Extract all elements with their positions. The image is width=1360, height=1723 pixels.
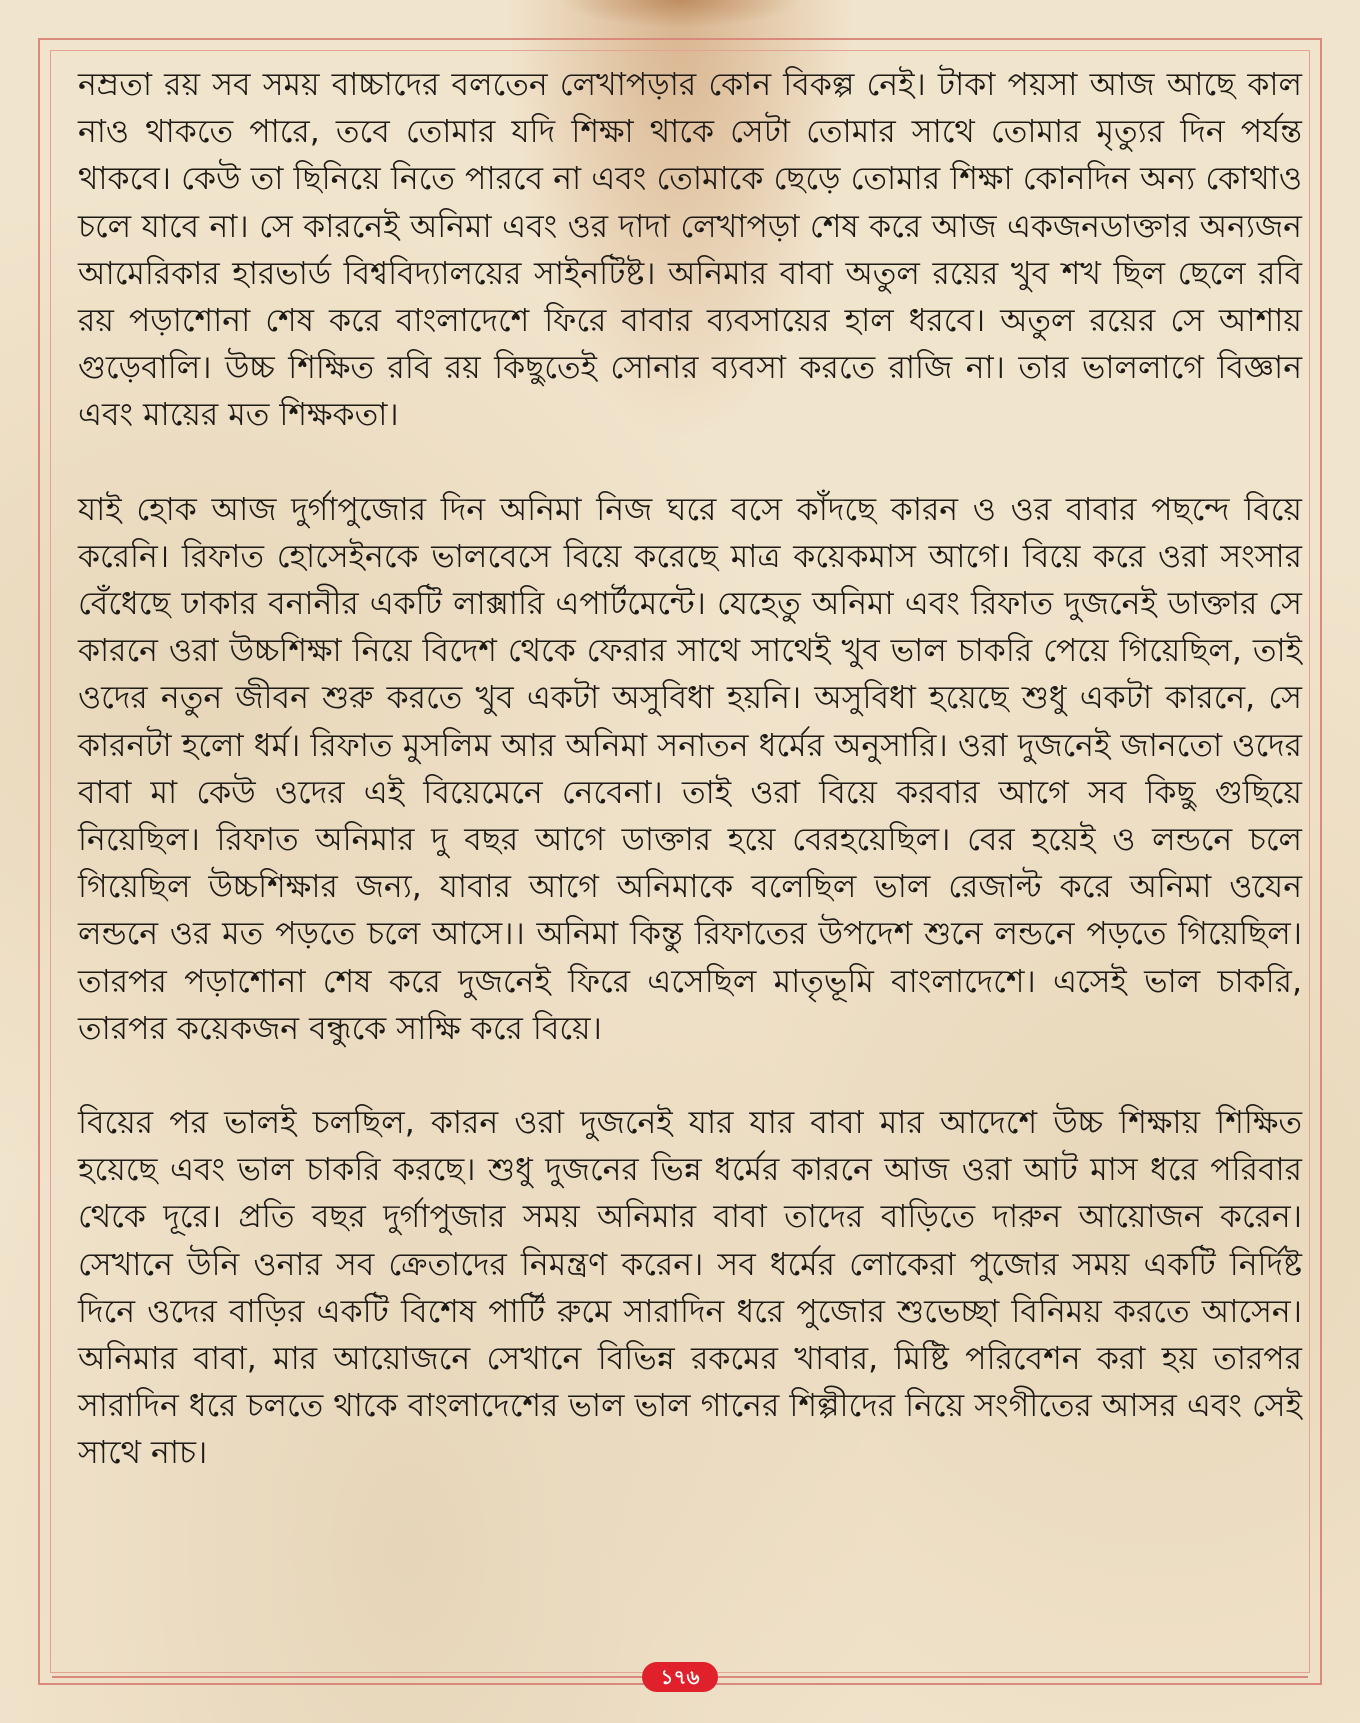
- paragraph-2: যাই হোক আজ দুর্গাপুজোর দিন অনিমা নিজ ঘরে বসে কাঁদছে কারন ও ওর বাবার পছন্দে বিয়ে করেনি। রিফাত হোসেইনকে ভালবেসে বিয়ে করেছে মাত্র কয়েকমাস আগে। বিয়ে করে ওরা সংসার বেঁধেছে ঢাকার বনানীর একটি লাক্সারি এপার্টমেন্টে। যেহেতু অনিমা এবং রিফাত দুজনেই ডাক্তার সে কারনে ওরা উচ্চশিক্ষা নিয়ে বিদেশ থেকে ফেরার সাথে সাথেই খুব ভাল চাকরি পেয়ে গিয়েছিল, তাই ওদের নতুন জীবন শুরু করতে খুব একটা অসুবিধা হয়নি। অসুবিধা হয়েছে শুধু একটা কারনে, সে কারনটা হলো ধর্ম। রিফাত মুসলিম আর অনিমা সনাতন ধর্মের অনুসারি। ওরা দুজনেই জানতো ওদের বাবা মা কেউ ওদের এই বিয়েমেনে নেবেনা। তাই ওরা বিয়ে করবার আগে সব কিছু গুছিয়ে নিয়েছিল। রিফাত অনিমার দু বছর আগে ডাক্তার হয়ে বেরহয়েছিল। বের হয়েই ও লন্ডনে চলে গিয়েছিল উচ্চশিক্ষার জন্য, যাবার আগে অনিমাকে বলেছিল ভাল রেজাল্ট করে অনিমা ওযেন লন্ডনে ওর মত পড়তে চলে আসে।। অনিমা কিন্তু রিফাতের উপদেশ শুনে লন্ডনে পড়তে গিয়েছিল। তারপর পড়াশোনা শেষ করে দুজনেই ফিরে এসেছিল মাতৃভূমি বাংলাদেশে। এসেই ভাল চাকরি, তারপর কয়েকজন বন্ধুকে সাক্ষি করে বিয়ে।: [78, 491, 1302, 1047]
- paragraph-3: বিয়ের পর ভালই চলছিল, কারন ওরা দুজনেই যার যার বাবা মার আদেশে উচ্চ শিক্ষায় শিক্ষিত হয়েছে এবং ভাল চাকরি করছে। শুধু দুজনের ভিন্ন ধর্মের কারনে আজ ওরা আট মাস ধরে পরিবার থেকে দূরে। প্রতি বছর দুর্গাপুজার সময় অনিমার বাবা তাদের বাড়িতে দারুন আয়োজন করেন। সেখানে উনি ওনার সব ক্রেতাদের নিমন্ত্রণ করেন। সব ধর্মের লোকেরা পুজোর সময় একটি নির্দিষ্ট দিনে ওদের বাড়ির একটি বিশেষ পার্টি রুমে সারাদিন ধরে পুজোর শুভেচ্ছা বিনিময় করতে আসেন। অনিমার বাবা, মার আয়োজনে সেখানে বিভিন্ন রকমের খাবার, মিষ্টি পরিবেশন করা হয় তারপর সারাদিন ধরে চলতে থাকে বাংলাদেশের ভাল ভাল গানের শিল্পীদের নিয়ে সংগীতের আসর এবং সেই সাথে নাচ।: [78, 1105, 1302, 1472]
- top-stain: [560, 0, 800, 28]
- page-body: [78, 62, 1302, 1525]
- paragraph-1: নম্রতা রয় সব সময় বাচ্চাদের বলতেন লেখাপড়ার কোন বিকল্প নেই। টাকা পয়সা আজ আছে কাল নাও থাকতে পারে, তবে তোমার যদি শিক্ষা থাকে সেটা তোমার সাথে তোমার মৃত্যুর দিন পর্যন্ত থাকবে। কেউ তা ছিনিয়ে নিতে পারবে না এবং তোমাকে ছেড়ে তোমার শিক্ষা কোনদিন অন্য কোথাও চলে যাবে না। সে কারনেই অনিমা এবং ওর দাদা লেখাপড়া শেষ করে আজ একজনডাক্তার অন্যজন আমেরিকার হারভার্ড বিশ্ববিদ্যালয়ের সাইনটিষ্ট। অনিমার বাবা অতুল রয়ের খুব শখ ছিল ছেলে রবি রয় পড়াশোনা শেষ করে বাংলাদেশে ফিরে বাবার ব্যবসায়ের হাল ধরবে। অতুল রয়ের সে আশায় গুড়েবালি। উচ্চ শিক্ষিত রবি রয় কিছুতেই সোনার ব্যবসা করতে রাজি না। তার ভাললাগে বিজ্ঞান এবং মায়ের মত শিক্ষকতা।: [78, 67, 1302, 434]
- page-number: ১৭৬: [642, 1662, 718, 1692]
- footer-rule-right: [718, 1676, 1308, 1678]
- footer-rule-left: [52, 1676, 642, 1678]
- page-footer: [0, 1662, 1360, 1692]
